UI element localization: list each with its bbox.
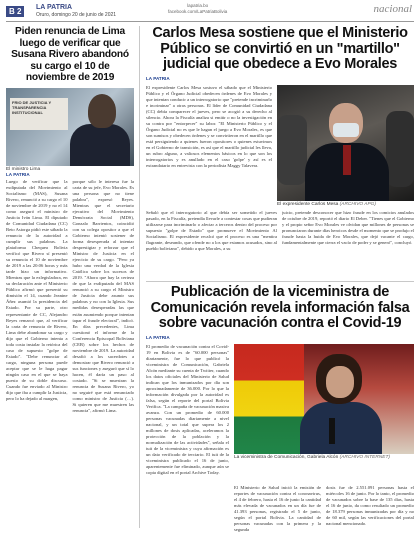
mesa-photo-caption: El expresidente Carlos Mesa (ARCHIVO APG) bbox=[277, 201, 377, 207]
lima-photo bbox=[6, 88, 134, 166]
left-article-kicker: LA PATRIA bbox=[6, 171, 30, 177]
photo-mask bbox=[333, 123, 359, 137]
mesa-photo bbox=[277, 85, 414, 201]
alcon-photo-credit: (ARCHIVO INTERNET) bbox=[339, 454, 390, 460]
website-link[interactable]: lapatria.bo bbox=[187, 3, 209, 8]
page-number: B 2 bbox=[6, 6, 24, 17]
photo-person-left bbox=[277, 115, 307, 185]
alcon-photo bbox=[234, 344, 414, 454]
mesa-article-col1: El expresidente Carlos Mesa sostuvo el sábado que el Ministerio Público y el Órgano Judicial obedecen órdenes de Evo Morales y que intentan conducir a un interrogatorio que "pretende incriminarlo e incriminar" a otras personas. El líder de Comunidad Ciudadana (CC) debía comparecer el jueves, pero se acogió a su derecho al silencio. Ahora la Fiscalía analiza si emitir o no la investigación en su contra por "entorpecer" su labor. "El Ministerio Público y el Órgano Judicial no es que le hagan el juego a Evo Morales, es que son sumisos y obedecen órdenes y se convirtieron en el martillo que está persiguiendo a quienes fueron opositores o quienes estuvimos en el Gobierno de transición, es así que el martillo judicial les lleva, un rubro alguno, a valiosos elementos básicos en lo que son los interrogatorios y es anullado en el caso 'golpe' y así es el extrandatario en entrevista con la periodista Maggy Talavera. bbox=[146, 84, 272, 169]
left-article bbox=[6, 26, 134, 414]
newspaper-brand: LA PATRIA bbox=[36, 4, 73, 11]
photo-person-right bbox=[386, 111, 414, 187]
issue-date: Oruro, domingo 20 de junio de 2021 bbox=[36, 12, 117, 18]
mesa-article-kicker: LA PATRIA bbox=[146, 75, 170, 81]
facebook-link[interactable]: facebook.com/LaPatriaBolivia bbox=[168, 9, 228, 14]
photo-torso bbox=[300, 402, 382, 454]
photo-tie bbox=[343, 145, 351, 175]
alcon-photo-block bbox=[234, 344, 414, 482]
page-header bbox=[0, 0, 420, 22]
photo-face bbox=[326, 366, 354, 398]
photo-figure-head bbox=[88, 94, 116, 128]
mesa-photo-credit: (ARCHIVO APG) bbox=[339, 201, 377, 207]
web-links bbox=[168, 3, 227, 15]
mesa-photo-block bbox=[277, 85, 414, 207]
vaccination-article-col3: dosis fue de 2.551.091 personas hasta el miércoles 16 de junio. Por lo tanto, el promedio de vacunados sobre la base de 135 días, hasta el 16 de junio, da como resultado un promedio de 18.379 personas inmunizadas por día y no de 60 mil, según las verificaciones del portal nacional mencionado. bbox=[326, 484, 414, 526]
mesa-article-bottom-row bbox=[146, 210, 414, 284]
mesa-article-col3: juicio, pretende desconocer que hizo fraude en los comicios anulados de octubre de 2019, reportó el diario El Deber. "Tienes que el Gobierno y el propio señor Evo Morales ve olvidan que millones de personas se pronunciaron durante días heroicos desde el momento que se produjo el fraude hasta la huida de Evo Morales, que dejó vacante el cargo, fundamentalmente que cierra el vacío de poder y se generó", concluyó. bbox=[282, 209, 414, 245]
left-photo-caption: El ministro Lima bbox=[6, 166, 41, 172]
mesa-article-title: Carlos Mesa sostiene que el Ministerio Público se convirtió en un "martillo" judicial que obedece a Evo Morales bbox=[152, 25, 408, 72]
left-article-body bbox=[6, 179, 134, 415]
photo-sign: FRIO DE JUSTICIA Y TRANSPARENCIA INSTITUCIONAL bbox=[10, 98, 68, 130]
vaccination-article-top-row bbox=[146, 344, 414, 482]
column-divider bbox=[139, 26, 140, 528]
photo-microphone bbox=[329, 418, 335, 444]
header-rule bbox=[6, 21, 414, 22]
section-name: nacional bbox=[373, 3, 412, 15]
vaccination-article-kicker: LA PATRIA bbox=[146, 334, 170, 340]
mesa-article-top-row bbox=[146, 85, 414, 207]
vaccination-article-bottom-row bbox=[234, 485, 414, 534]
vaccination-article-col1: El promedio de vacunación contra el Covid-19 en Bolivia es de "60.000 personas" diariamente, fue lo que publicó la viceministra de Comunicación, Gabriela Alcón mediante su cuenta de Twitter, cuando los datos oficiales del Ministerio de Salud indican que los inmunizados por día son aproximadamente de 36.000. Por lo que la información divulgada por la autoridad es falsa, según el reporte del portal Bolivia Verifica. "La campaña de vacunación masiva avanza. Con un promedio de 60.000 personas vacunadas diariamente a nivel nacional, y un total que supera los 2 millones de dosis aplicadas, aceleramos la protección de la población y la normalización de las actividades", señala el tuit de la viceministra y cuya afirmación es un dato verificado de terciario. El tuit de la viceministra publicado el 16 de junio, aparentemente fue eliminado, aunque aún se copia digital en el portal Archive Today. bbox=[146, 343, 229, 476]
left-article-col2: porque sólo le interesa fue la carta de su jefe, Evo Morales. Es una persona que no tiene palabra", expresó Reyes. Mientras que el secretario ejecutivo del Movimiento Demócrata Social (MDS), Gonzalo Barrientos, coincidió con su colega opositor a que el Gobierno intentó sostener de forma desesperada al intentar desprestigiar y reforzar que el Ministro de Justicia en el ejercicio de su cargo. "Pero ya hubo una verdad de la Iglesia Católica sobre los sucesos de 2019. "Ahora que hay la certeza de que la exdiputada del MAS renunció a su cargo el Ministro de Justicia debe asumir sus palabras y no con la Iglesia. Sus medidas desesperadas las que están asumiendo porque intentan tapar el fraude electoral", indicó. En días precedentes, Lima cuestionó el informe de la Conferencia Episcopal Boliviana (CEB) sobre los hechos de noviembre de 2019. La autoridad desafió a los sacerdotes a demostrar que Rivero renunció a sus funciones y aseguró que sí lo hacen, él daría un paso al costado. "Si se muestran la renuncia de Susana Rivero, yo no seguiré que está renunciado como ministro de Justicia (…). Si quieren que me muestren las renuncia", afirmó Lima. bbox=[72, 178, 134, 414]
mesa-article-col2: Señaló que el interrogatorio al que debía ser sometido el jueves pasado, en la Fiscalía, pretendía llevarle a contestar cosas que pudieran utilizarse para incriminarlo o afectar a terceros dentro del proceso por supuesto "golpe de Estado" que promueve el Movimiento Al Socialismo. El expresidente recalcó que el proceso es una "mentira flagrante, deseando, que ofende no a los que estamos acusados, sino al pueblo boliviano", debido a que Morales, a su bbox=[146, 209, 277, 251]
left-article-col1: Luego de verificar que la exdiputada del Movimiento al Socialismo (MAS), Susana Rivero, renunció a su cargo el 10 de noviembre de 2019 y no el 14 como aseguró el ministro de Justicia Iván Lima. El diputado de Comunidad Ciudadana (CC) Beto Astorga pidió este sábado la renuncia de la autoridad a cumplir sus palabras. La plataforma Chequea Bolivia verificó que Rivero sí presentó su renuncia el 10 de noviembre de 2019 a las 20:06 horas y más tarde hizo un informativo. Mientras que la exlegisladora, en su declaración ante el Ministerio Público afirmó que presentó su dimisión el 14, cuando Jeanine Áñez asumió la presidencia del Estado. Por su parte, otro representante de CC, Alejandro Reyes remarcó que, al verificar la carta de renuncia de Rivero, Lima debe abandonar su cargo y dijo que el Gobierno intenta a toda costa instalar la retórica del caso de supuesto "golpe de Estado". "Debe renunciar al cargo, ninguna persona puede aceptar que se le haga pagar ningún caso en el que se haya puesto de su doble discurso. Cuando fue enviado al Ministro dijo que iba a cumplir la Justicia, pero lo ha dejado al margen, bbox=[6, 178, 68, 402]
vaccination-article-title: Publicación de la viceministra de Comunicación revela información falsa sobre vacunación contra el Covid-19 bbox=[150, 284, 410, 331]
mesa-article bbox=[146, 26, 414, 284]
left-article-title: Piden renuncia de Lima luego de verificar que Susana Rivero abandonó su cargo el 10 de noviembre de 2019 bbox=[11, 26, 129, 83]
photo-figure-body bbox=[70, 124, 130, 166]
photo-flag bbox=[234, 344, 304, 454]
vaccination-article bbox=[146, 285, 414, 534]
vaccination-article-col2: El Ministerio de Salud inició la emisión de reportes de vacunación contra el coronavirus, el 4 de febrero, hasta el 16 de junio la cantidad más elevada de vacunados en un día fue de 41.393 personas, registrado el 5 de junio, según el portal Bolivia. La cantidad de personas vacunadas con la primera y la segunda bbox=[234, 484, 321, 532]
alcon-photo-caption: La viceministra de Comunicación, Gabriela Alcón (ARCHIVO INTERNET) bbox=[234, 454, 390, 460]
article-divider bbox=[146, 281, 414, 282]
